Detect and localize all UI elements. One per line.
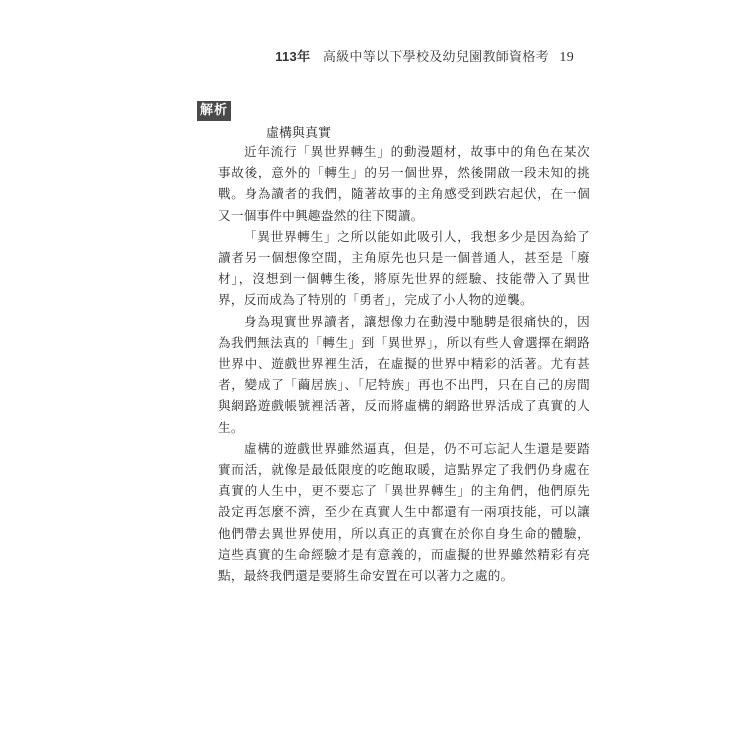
paragraph-2: 「異世界轉生」之所以能如此吸引人，我想多少是因為給了讀者另一個想像空間，主角原先也只是一個普通人，甚至是「廢材」，沒想到一個轉生後，將原先世界的經驗、技能帶入了異世界，反而成為了特別的「勇者」，完成了小人物的逆襲。 [218, 228, 590, 308]
paragraph-3: 身為現實世界讀者，讓想像力在動漫中馳騁是很痛快的，因為我們無法真的「轉生」到「異世界」，所以有些人會選擇在網路世界中、遊戲世界裡生活，在虛擬的世界中精彩的活著。尤有甚者，變成了「繭居族」、「尼特族」再也不出門，只在自己的房間與網路遊戲帳號裡活著，反而將虛構的網路世界活成了真實的人生。 [218, 313, 590, 435]
article-body [218, 141, 590, 586]
running-header [275, 46, 574, 66]
page-number: 19 [559, 50, 574, 65]
paragraph-4: 虛構的遊戲世界雖然逼真，但是，仍不可忘記人生還是要踏實而活，就像是最低限度的吃飽取暖，這點界定了我們仍身處在真實的人生中，更不要忘了「異世界轉生」的主角們，他們原先設定再怎麼不濟，至少在真實人生中都還有一兩項技能，可以讓他們帶去異世界使用，所以真正的真實在於你自身生命的體驗，這些真實的生命經驗才是有意義的，而虛擬的世界雖然精彩有亮點，最終我們還是要將生命安置在可以著力之處的。 [218, 440, 590, 584]
article-title: 虛構與真實 [266, 126, 332, 141]
paragraph-1: 近年流行「異世界轉生」的動漫題材，故事中的角色在某次事故後，意外的「轉生」的另一個世界，然後開啟一段未知的挑戰。身為讀者的我們，隨著故事的主角感受到跌宕起伏，在一個又一個事件中興趣盎然的往下閱讀。 [218, 144, 590, 223]
header-year: 113年 [275, 49, 311, 64]
section-label: 解析 [197, 101, 231, 121]
header-exam-title: 高級中等以下學校及幼兒園教師資格考 [322, 50, 549, 65]
